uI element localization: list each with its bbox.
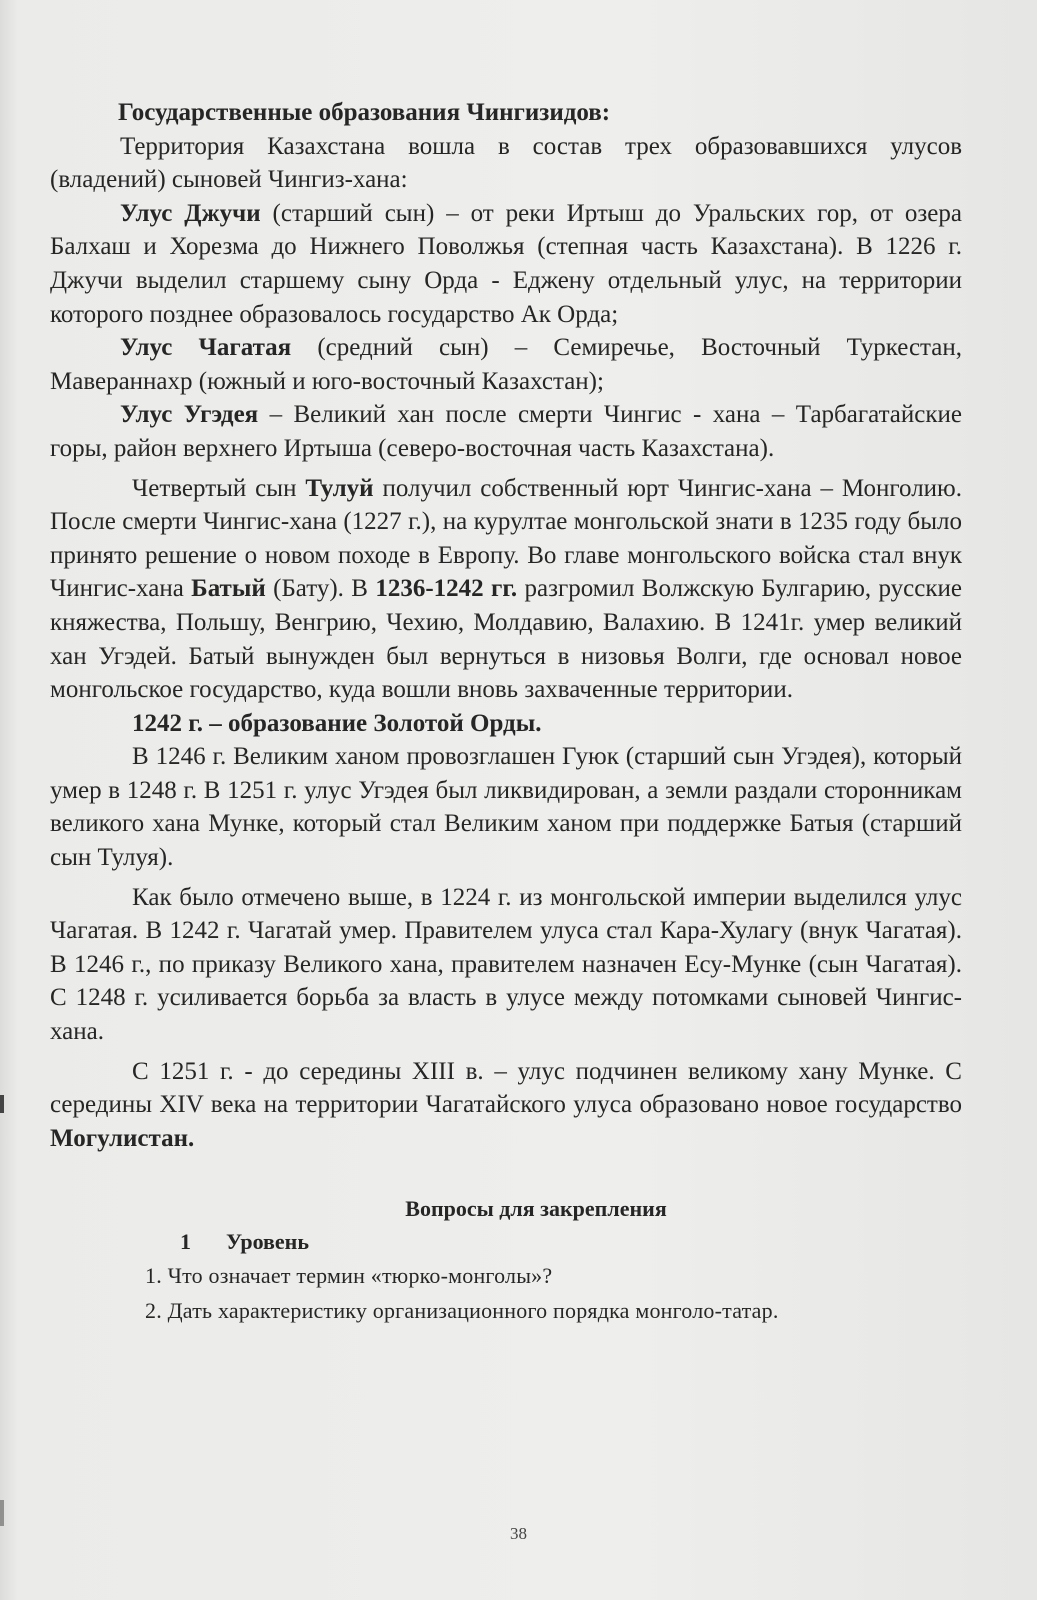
- years-bold: 1236-1242 гг.: [375, 575, 518, 603]
- golden-horde-heading: 1242 г. – образование Золотой Орды.: [132, 709, 542, 737]
- level-number: 1: [180, 1229, 191, 1254]
- ulus-jochi-text: (старший сын) – от реки Иртыш до Уральских гор, от озера Балхаш и Хорезма до Нижнего Поволжья (степная часть Казахстана). В 1226 г. Джучи выделил старшему сыну Орда - Еджену отдельный улус, на территории которого позднее образовалось государство Ак Орда;: [50, 199, 962, 328]
- tului-text-1: Четвертый сын: [132, 474, 306, 502]
- question-item: 2. Дать характеристику организационного порядка монголо-татар.: [145, 1298, 779, 1323]
- ulus-chagatai-title: Улус Чагатая: [120, 334, 292, 362]
- ulus-ugedei-paragraph: [50, 398, 962, 465]
- tului-paragraph: [50, 472, 962, 707]
- page-number: 38: [510, 1524, 527, 1543]
- tului-text-2: получил собственный юрт Чингис-хана – Монголию. После смерти Чингис-хана (1227 г.), на курултае монгольской знати в 1235 году было принято решение о новом походе в Европу. Во главе монгольского войска стал внук Чингис-хана: [50, 474, 962, 603]
- chagatai-paragraph: Как было отмечено выше, в 1224 г. из монгольской империи выделился улус Чагатая. В 1242 г. Чагатай умер. Правителем улуса стал Кара-Хулагу (внук Чагатая). В 1246 г., по приказу Великого хана, правителем назначен Есу-Мунке (сын Чагатая). С 1248 г. усиливается борьба за власть в улусе между потомками сыновей Чингис-хана.: [50, 883, 962, 1046]
- questions-title: Вопросы для закрепления: [405, 1196, 667, 1222]
- tului-text-3: (Бату). В: [265, 575, 376, 603]
- ulus-ugedei-title: Улус Угэдея: [120, 401, 259, 429]
- ulus-jochi-paragraph: [50, 197, 962, 331]
- ulus-ugedei-text: – Великий хан после смерти Чингис - хана – Тарбагатайские горы, район верхнего Иртыша (северо-восточная часть Казахстана).: [50, 401, 962, 462]
- ulus-chagatai-paragraph: [50, 331, 962, 398]
- scan-edge-mark: [0, 1095, 4, 1113]
- level-label: Уровень: [226, 1229, 309, 1254]
- ulus-chagatai-text: (средний сын) – Семиречье, Восточный Туркестан, Мавераннахр (южный и юго-восточный Казахстан);: [50, 334, 962, 395]
- mogulistan-paragraph: [50, 1055, 962, 1156]
- tului-bold-name: Тулуй: [305, 474, 374, 502]
- intro-paragraph: Территория Казахстана вошла в состав трех образовавшихся улусов (владений) сыновей Чингиз-хана:: [50, 132, 962, 194]
- scan-edge-mark: [0, 1500, 4, 1526]
- section-heading: Государственные образования Чингизидов:: [118, 99, 611, 126]
- mogulistan-text: С 1251 г. - до середины XIII в. – улус подчинен великому хану Мунке. С середины XIV века на территории Чагатайского улуса образовано новое государство: [50, 1057, 962, 1119]
- batyi-bold-name: Батый: [191, 575, 266, 603]
- page-text: [50, 96, 962, 1328]
- tului-text-4: разгромил Волжскую Булгарию, русские княжества, Польшу, Венгрию, Чехию, Молдавию, Валахию. В 1241г. умер великий хан Угэдей. Батый вынужден был вернуться в низовья Волги, где основал новое монгольское государство, куда вошли вновь захваченные территории.: [50, 575, 962, 704]
- ulus-jochi-title: Улус Джучи: [120, 199, 261, 227]
- question-item: 1. Что означает термин «тюрко-монголы»?: [145, 1263, 553, 1288]
- guyuk-paragraph: В 1246 г. Великим ханом провозглашен Гуюк (старший сын Угэдея), который умер в 1248 г. В 1251 г. улус Угэдея был ликвидирован, а земли раздали сторонникам великого хана Мунке, который стал Великим ханом при поддержке Батыя (старший сын Тулуя).: [50, 743, 962, 872]
- level-heading: [50, 1226, 962, 1258]
- mogulistan-bold: Могулистан.: [50, 1124, 195, 1152]
